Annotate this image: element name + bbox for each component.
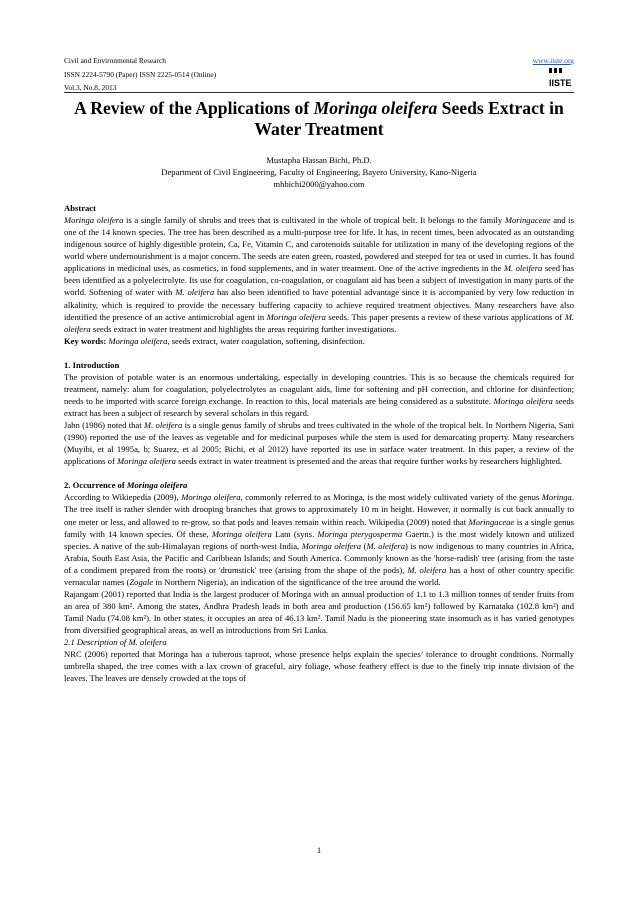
paper-body (64, 202, 574, 684)
keywords: Key words: Moringa oleifera, seeds extract, water coagulation, softening, disinfection. (64, 335, 365, 346)
author-email: mhbichi2000@yahoo.com (273, 179, 365, 189)
journal-name: Civil and Environmental Research (64, 56, 167, 65)
iiste-logo (548, 67, 574, 89)
journal-volume: Vol.3, No.8, 2013 (64, 83, 117, 92)
page-number: 1 (316, 845, 322, 855)
introduction-paragraph-2: Jahn (1986) noted that M. oleifera is a single genus family of shrubs and trees cultivated in the whole of the tropical belt. In Northern Nigeria, Sani (1990) reported the use of the leaves as vegetable and for medicinal purposes while the stem is used for demarcating property. Many researchers (Muyibi, et al 1995a, b; Suarez, et al 2005; Bichi, et al 2012) have reported its use in surface water treatment. In this paper, a review of the applications of Moringa oleifera seeds extract in water treatment is presented and the areas that require further works by researchers highlighted. (64, 420, 574, 467)
introduction-heading: 1. Introduction (64, 359, 120, 370)
paper-title: A Review of the Applications of Moringa oleifera Seeds Extract in Water Treatment (74, 98, 564, 139)
author-affiliation: Department of Civil Engineering, Faculty of Engineering, Bayero University, Kano-Nigeria (161, 167, 477, 177)
abstract-heading: Abstract (64, 203, 96, 213)
journal-header (64, 54, 574, 104)
header-rule (64, 92, 574, 93)
abstract-text: Moringa oleifera is a single family of shrubs and trees that is cultivated in the whole of tropical belt. It belongs to the family Moringaceae and is one of the 14 known species. The tree has been described as a multi-purpose tree for life. It has, in recent times, been advocated as an outstanding indigenous source of highly digestible protein, Ca, Fe, Vitamin C, and carotenoids suitable for utilization in many of the developing regions of the world where undernourishment is a major concern. The seeds are eaten green, roasted, powdered and steeped for tea or used in curries. It has found applications in medicinal uses, as cosmetics, in food supplements, and in water treatment. One of the active ingredients in the M. oleifera seed has been identified as a polyelectrolyte. Its use for coagulation, co-coagulation, or coagulant aid has been a subject of investigation in many parts of the world. Softening of water with M. oleifera has also been identified to have potential advantage since it is accompanied by very low reduction in alkalinity, which is required to provide the necessary buffering capacity to achieve required treatment objectives. Many researchers have also identified the presence of an active antimicrobial agent in Moringa oleifera seeds. This paper presents a review of these various applications of M. oleifera seeds extract in water treatment and highlights the areas requiring further investigations. (64, 215, 575, 334)
journal-issn: ISSN 2224-5790 (Paper) ISSN 2225-0514 (Online) (64, 69, 217, 79)
occurrence-paragraph-1: According to Wikiepedia (2009), Moringa oleifera, commonly referred to as Moringa, is the most widely cultivated variety of the genus Moringa. The tree itself is rather slender with drooping branches that grows to approximately 10 m in height. However, it normally is cut back annually to one meter or less, and allowed to re-grow, so that pods and leaves remain within reach. Wikipedia (2009) noted that Moringaceae is a single genus family with 14 known species. Of these, Moringa oleifera Lam (syns. Moringa pterygosperma Gaertn.) is the most widely known and utilized species. A native of the sub-Himalayan regions of north-west India, Moringa oleifera (M. oleifera) is now indigenous to many countries in Africa, Arabia, South East Asia, the Pacific and Caribbean Islands; and South America. Commonly known as the 'horse-radish' tree (arising from the taste of a condiment prepared from the roots) or 'drumstick' tree (arising from the shape of the pods), M. oleifera has a host of other country specific vernacular names (Zogale in Northern Nigeria), an indication of the significance of the tree around the world. (64, 492, 575, 587)
svg-text:IISTE: IISTE (549, 78, 572, 88)
journal-url-link[interactable]: www.iiste.org (532, 56, 574, 65)
description-subheading: 2.1 Description of M. oleifera (64, 637, 167, 648)
introduction-paragraph-1: The provision of potable water is an enormous undertaking, especially in developing countries. This is so because the chemicals required for treatment, namely: alum for coagulation, polyelectrolytes as coagulant aids, lime for softening and pH correction, and chlorine for disinfection; needs to be imported with scarce foreign exchange. In reaction to this, local materials are being considered as a substitute. Moringa oleifera seeds extract has been a subject of research by several scholars in this regard. (64, 371, 574, 418)
occurrence-paragraph-2: Rajangam (2001) reported that India is the largest producer of Moringa with an annual production of 1.1 to 1.3 million tonnes of tender fruits from an area of 380 km². Among the states, Andhra Pradesh leads in both area and production (156.65 km²) followed by Karnataka (102.8 km²) and Tamil Nadu (74.08 km²). In other states, it occupies an area of 46.13 km². Tamil Nadu is the pioneering state insomuch as it has varied genotypes from diversified geographical areas, as well as introductions from Sri Lanka. (64, 588, 574, 636)
occurrence-heading: 2. Occurrence of Moringa oleifera (64, 480, 188, 491)
description-paragraph: NRC (2006) reported that Moringa has a tuberous taproot, whose presence helps explain the species’ tolerance to drought conditions. Normally umbrella shaped, the tree comes with a lax crown of graceful, airy foliage, whose feathery effect is due to the finely trip innate division of the leaves. The leaves are densely crowded at the tops of (64, 649, 574, 684)
author-name: Mustapha Hassan Bichi, Ph.D. (266, 155, 372, 165)
